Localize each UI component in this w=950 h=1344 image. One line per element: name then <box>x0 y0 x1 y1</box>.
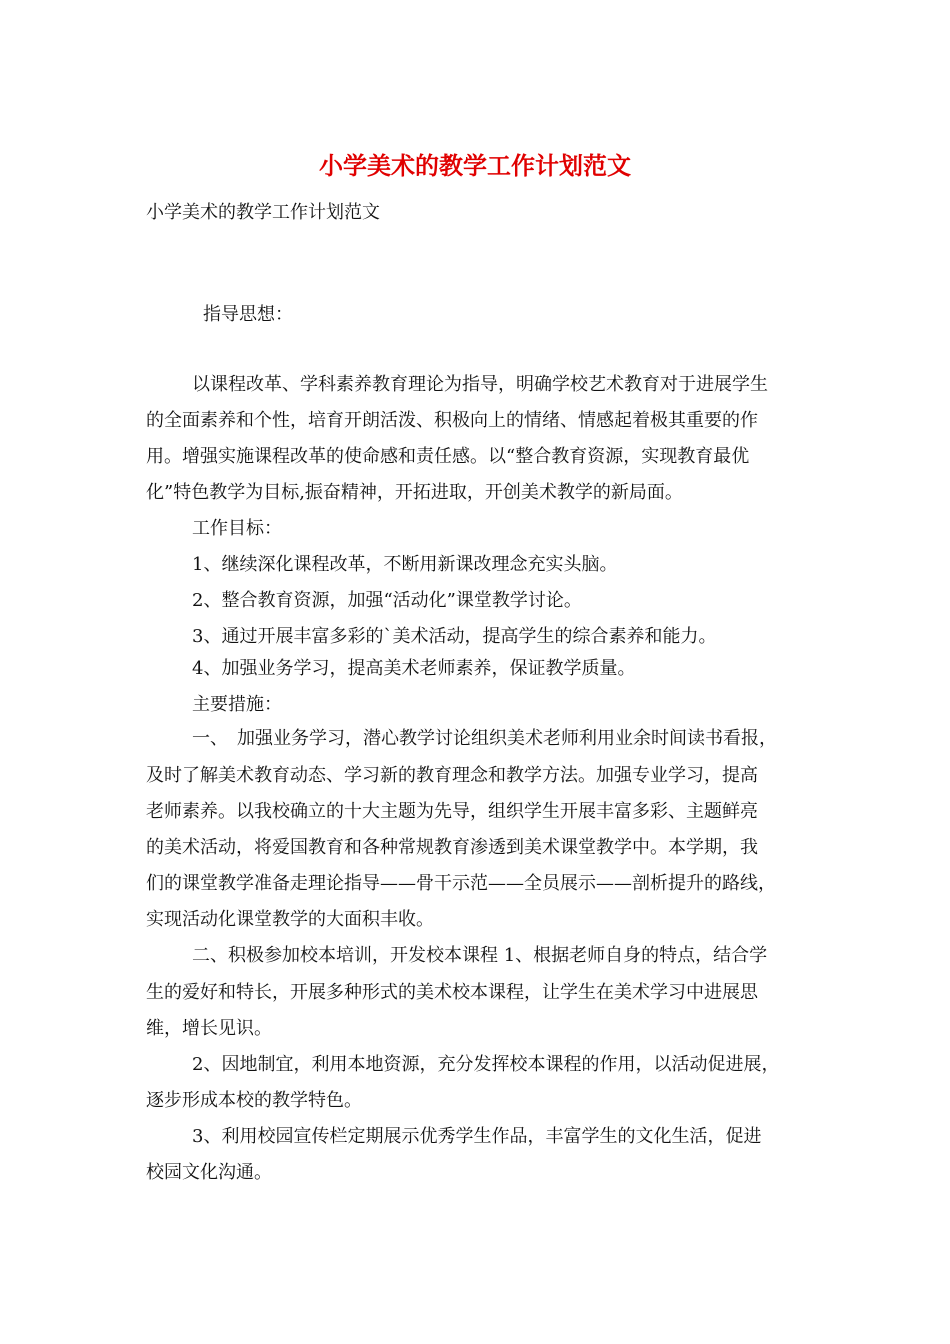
list-item: 4、加强业务学习，提高美术老师素养，保证教学质量。 <box>192 658 636 679</box>
paragraph-line: 及时了解美术教育动态、学习新的教育理念和教学方法。加强专业学习，提高 <box>146 765 758 786</box>
paragraph-line: 化”特色教学为目标,振奋精神，开拓进取，开创美术教学的新局面。 <box>146 482 683 503</box>
list-item: 1、继续深化课程改革，不断用新课改理念充实头脑。 <box>192 554 618 575</box>
paragraph-line: 用。增强实施课程改革的使命感和责任感。以“整合教育资源，实现教育最优 <box>146 446 750 467</box>
section-heading-guiding: 指导思想： <box>203 304 293 325</box>
paragraph-line: 老师素养。以我校确立的十大主题为先导，组织学生开展丰富多彩、主题鲜亮 <box>146 801 758 822</box>
paragraph-line: 二、积极参加校本培训，开发校本课程 1、根据老师自身的特点，结合学 <box>192 945 768 966</box>
paragraph-line: 们的课堂教学准备走理论指导——骨干示范——全员展示——剖析提升的路线， <box>146 873 776 894</box>
paragraph-line: 实现活动化课堂教学的大面积丰收。 <box>146 909 434 930</box>
paragraph-line: 的美术活动，将爱国教育和各种常规教育渗透到美术课堂教学中。本学期，我 <box>146 837 758 858</box>
paragraph-line: 维，增长见识。 <box>146 1018 272 1039</box>
subtitle-line: 小学美术的教学工作计划范文 <box>146 202 380 223</box>
paragraph-line: 的全面素养和个性，培育开朗活泼、积极向上的情绪、情感起着极其重要的作 <box>146 410 758 431</box>
paragraph-line: 校园文化沟通。 <box>146 1162 272 1183</box>
paragraph-line: 生的爱好和特长，开展多种形式的美术校本课程，让学生在美术学习中进展思 <box>146 982 758 1003</box>
section-heading-goals: 工作目标： <box>192 518 282 539</box>
section-heading-measures: 主要措施： <box>192 694 282 715</box>
paragraph-line: 以课程改革、学科素养教育理论为指导，明确学校艺术教育对于进展学生 <box>192 374 768 395</box>
paragraph-line: 一、 加强业务学习，潜心教学讨论组织美术老师利用业余时间读书看报， <box>192 728 777 749</box>
paragraph-line: 2、因地制宜，利用本地资源，充分发挥校本课程的作用，以活动促进展， <box>192 1054 780 1075</box>
list-item: 3、通过开展丰富多彩的`美术活动，提高学生的综合素养和能力。 <box>192 626 717 647</box>
document-title: 小学美术的教学工作计划范文 <box>319 151 631 180</box>
paragraph-line: 3、利用校园宣传栏定期展示优秀学生作品，丰富学生的文化生活，促进 <box>192 1126 762 1147</box>
list-item: 2、整合教育资源，加强“活动化”课堂教学讨论。 <box>192 590 582 611</box>
paragraph-line: 逐步形成本校的教学特色。 <box>146 1090 362 1111</box>
